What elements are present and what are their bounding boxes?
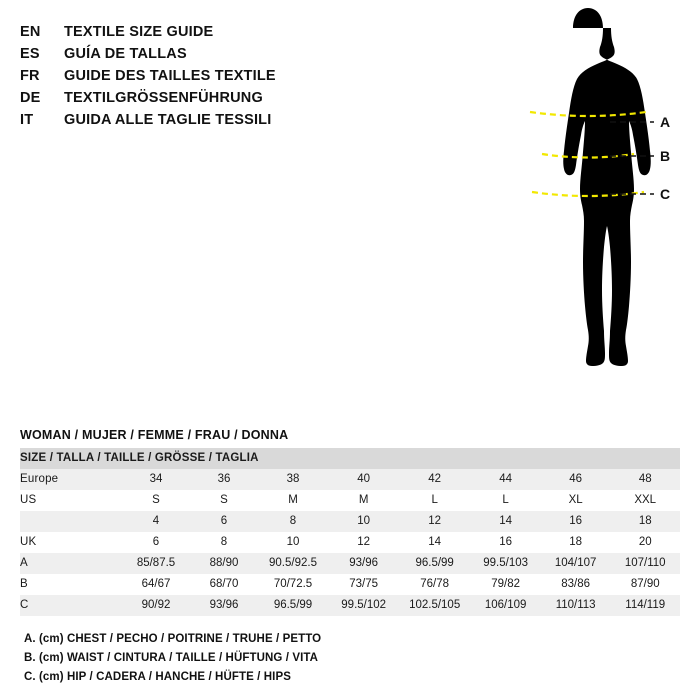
cell-europe-6: 46: [541, 469, 611, 490]
cell-usnum-7: 18: [610, 511, 680, 532]
cell-uk-6: 18: [541, 532, 611, 553]
cell-uk-0: 6: [122, 532, 191, 553]
cell-us-2: M: [258, 490, 329, 511]
cell-uk-1: 8: [191, 532, 258, 553]
cell-uk-7: 20: [610, 532, 680, 553]
row-label-us-numeric: [20, 511, 122, 532]
row-label-a: A: [20, 553, 122, 574]
table-row: [20, 532, 680, 553]
table-row: [20, 469, 680, 490]
cell-us-5: L: [470, 490, 540, 511]
cell-b-6: 83/86: [541, 574, 611, 595]
language-row-en: [20, 24, 350, 46]
cell-a-7: 107/110: [610, 553, 680, 574]
cell-a-2: 90.5/92.5: [258, 553, 329, 574]
measurement-legend: [20, 630, 620, 687]
legend-hip: C. (cm) HIP / CADERA / HANCHE / HÜFTE / HIPS: [24, 671, 292, 683]
language-title-en: TEXTILE SIZE GUIDE: [64, 24, 214, 40]
row-label-us: US: [20, 490, 122, 511]
row-label-b: B: [20, 574, 122, 595]
table-row: [20, 595, 680, 616]
language-title-fr: GUIDE DES TAILLES TEXTILE: [64, 68, 276, 84]
cell-a-5: 99.5/103: [470, 553, 540, 574]
cell-uk-5: 16: [470, 532, 540, 553]
cell-c-1: 93/96: [191, 595, 258, 616]
size-table-section: [20, 428, 680, 616]
cell-europe-5: 44: [470, 469, 540, 490]
cell-europe-4: 42: [399, 469, 471, 490]
cell-c-6: 110/113: [541, 595, 611, 616]
row-label-uk: UK: [20, 532, 122, 553]
marker-label-c: C: [660, 186, 671, 202]
table-row: [20, 511, 680, 532]
cell-uk-4: 14: [399, 532, 471, 553]
cell-a-0: 85/87.5: [122, 553, 191, 574]
woman-silhouette-shape: [563, 8, 651, 366]
language-row-de: [20, 90, 350, 112]
language-row-it: [20, 112, 350, 134]
language-row-es: [20, 46, 350, 68]
cell-us-7: XXL: [610, 490, 680, 511]
cell-usnum-5: 14: [470, 511, 540, 532]
language-code-de: DE: [20, 90, 41, 106]
language-title-it: GUIDA ALLE TAGLIE TESSILI: [64, 112, 272, 128]
cell-europe-1: 36: [191, 469, 258, 490]
cell-b-7: 87/90: [610, 574, 680, 595]
legend-waist: B. (cm) WAIST / CINTURA / TAILLE / HÜFTUNG / VITA: [24, 652, 319, 664]
cell-europe-0: 34: [122, 469, 191, 490]
cell-usnum-4: 12: [399, 511, 471, 532]
cell-usnum-6: 16: [541, 511, 611, 532]
language-code-fr: FR: [20, 68, 40, 84]
cell-us-6: XL: [541, 490, 611, 511]
cell-c-2: 96.5/99: [258, 595, 329, 616]
table-header-row: [20, 448, 680, 469]
table-row: [20, 490, 680, 511]
cell-usnum-0: 4: [122, 511, 191, 532]
cell-c-0: 90/92: [122, 595, 191, 616]
cell-europe-3: 40: [329, 469, 399, 490]
cell-b-5: 79/82: [470, 574, 540, 595]
cell-usnum-2: 8: [258, 511, 329, 532]
language-code-it: IT: [20, 112, 34, 128]
body-figure: [470, 0, 700, 440]
language-title-block: [20, 24, 350, 134]
language-code-en: EN: [20, 24, 41, 40]
cell-a-4: 96.5/99: [399, 553, 471, 574]
language-title-es: GUÍA DE TALLAS: [64, 46, 187, 62]
cell-usnum-1: 6: [191, 511, 258, 532]
cell-b-2: 70/72.5: [258, 574, 329, 595]
cell-c-5: 106/109: [470, 595, 540, 616]
cell-c-3: 99.5/102: [329, 595, 399, 616]
cell-a-1: 88/90: [191, 553, 258, 574]
cell-uk-2: 10: [258, 532, 329, 553]
cell-uk-3: 12: [329, 532, 399, 553]
table-header-label: SIZE / TALLA / TAILLE / GRÖSSE / TAGLIA: [20, 448, 680, 469]
table-row: [20, 574, 680, 595]
cell-europe-7: 48: [610, 469, 680, 490]
cell-a-6: 104/107: [541, 553, 611, 574]
cell-b-0: 64/67: [122, 574, 191, 595]
table-caption: WOMAN / MUJER / FEMME / FRAU / DONNA: [20, 428, 289, 442]
legend-chest: A. (cm) CHEST / PECHO / POITRINE / TRUHE / PETTO: [24, 633, 322, 645]
row-label-europe: Europe: [20, 469, 122, 490]
size-table: [20, 448, 680, 616]
language-code-es: ES: [20, 46, 40, 62]
cell-us-3: M: [329, 490, 399, 511]
cell-europe-2: 38: [258, 469, 329, 490]
cell-b-4: 76/78: [399, 574, 471, 595]
cell-a-3: 93/96: [329, 553, 399, 574]
cell-c-4: 102.5/105: [399, 595, 471, 616]
cell-b-1: 68/70: [191, 574, 258, 595]
cell-c-7: 114/119: [610, 595, 680, 616]
table-row: [20, 553, 680, 574]
language-row-fr: [20, 68, 350, 90]
language-title-de: TEXTILGRÖSSENFÜHRUNG: [64, 90, 263, 106]
cell-b-3: 73/75: [329, 574, 399, 595]
row-label-c: C: [20, 595, 122, 616]
marker-label-a: A: [660, 114, 671, 130]
cell-us-4: L: [399, 490, 471, 511]
cell-us-1: S: [191, 490, 258, 511]
cell-us-0: S: [122, 490, 191, 511]
cell-usnum-3: 10: [329, 511, 399, 532]
marker-label-b: B: [660, 148, 671, 164]
